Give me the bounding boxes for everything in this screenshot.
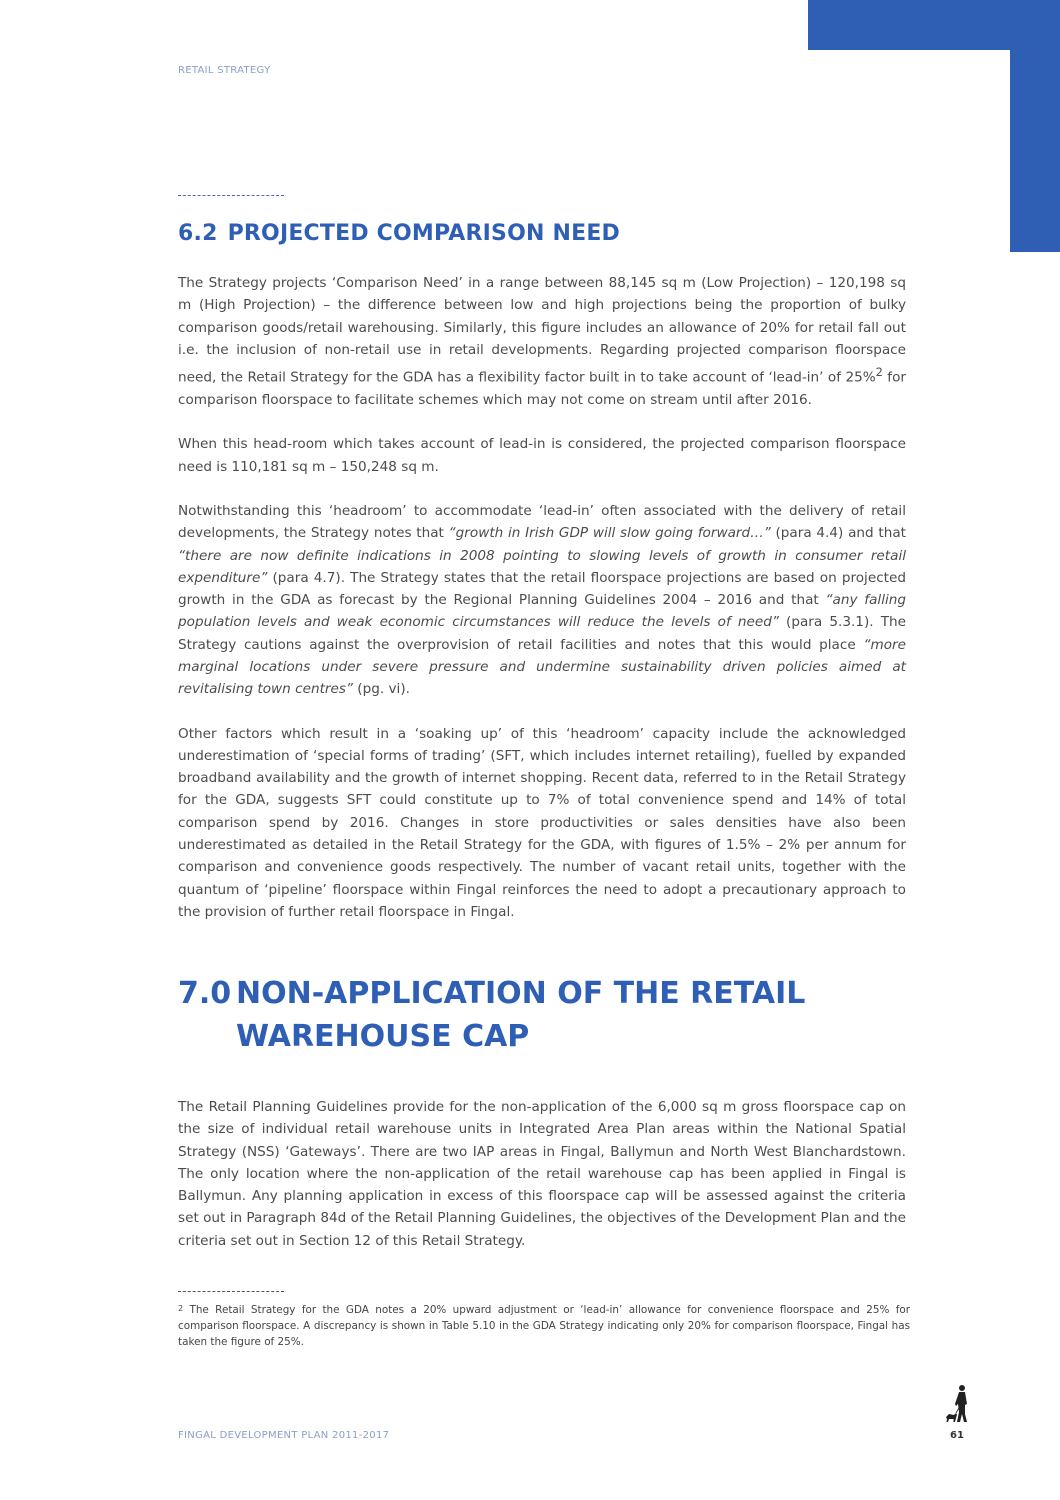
paragraph: Other factors which result in a ‘soaking up’ of this ‘headroom’ capacity include the acknowledged underestimation of ‘special forms of trading’ (SFT, which includes internet retailing), fuelled by expanded broadband availability and the growth of internet shopping. Recent data, referred to in the Retail Strategy for the GDA, suggests SFT could constitute up to 7% of total convenience spend and 14% of total comparison spend by 2016. Changes in store productivities or sales densities have also been underestimated as detailed in the Retail Strategy for the GDA, with figures of 1.5% – 2% per annum for comparison and convenience goods respectively. The number of vacant retail units, together with the quantum of ‘pipeline’ floorspace within Fingal reinforces the need to adopt a precautionary approach to the provision of further retail floorspace in Fingal. (178, 725, 906, 920)
section-title-line-2: WAREHOUSE CAP (236, 1019, 530, 1054)
paragraph (178, 272, 906, 411)
paragraph-text: for comparison floorspace to facilitate schemes which may not come on stream until after 2016. (178, 369, 906, 409)
paragraph-text: (pg. vi). (352, 681, 410, 698)
footer-label: FINGAL DEVELOPMENT PLAN 2011-2017 (178, 1430, 390, 1441)
footnote-ref[interactable]: 2 (875, 365, 883, 380)
paragraph (178, 500, 906, 701)
running-head: RETAIL STRATEGY (178, 65, 271, 76)
paragraph: The Retail Planning Guidelines provide for the non-application of the 6,000 sq m gross floorspace cap on the size of individual retail warehouse units in Integrated Area Plan areas within the National Spatial Strategy (NSS) ‘Gateways’. There are two IAP areas in Fingal, Ballymun and North West Blanchardstown. The only location where the non-application of the retail warehouse cap has been applied in Fingal is Ballymun. Any planning application in excess of this floorspace cap will be assessed against the criteria set out in Paragraph 84d of the Retail Planning Guidelines, the objectives of the Development Plan and the criteria set out in Section 12 of this Retail Strategy. (178, 1099, 906, 1249)
section-title: PROJECTED COMPARISON NEED (227, 221, 621, 246)
quotation: “there are now definite indications in 2008 pointing to slowing levels of growth in consumer retail expenditure” (178, 547, 906, 586)
section-heading-7-0 (178, 972, 805, 1058)
section-title-line-1: NON-APPLICATION OF THE RETAIL (236, 976, 806, 1011)
paragraph: When this head-room which takes account of lead-in is considered, the projected comparison floorspace need is 110,181 sq m – 150,248 sq m. (178, 436, 906, 475)
quotation: “any falling population levels and weak economic circumstances will reduce the levels of need” (178, 592, 907, 631)
paragraph-text: (para 4.7). The Strategy states that the retail floorspace projections are based on projected growth in the GDA as forecast by the Regional Planning Guidelines 2004 – 2016 and that (178, 569, 906, 609)
section-7-0-body (178, 1096, 906, 1252)
section-number: 7.0 (178, 976, 232, 1011)
section-heading-6-2 (178, 221, 620, 246)
quotation: “more marginal locations under severe pressure and undermine sustainability driven policies aimed at revitalising town centres” (178, 636, 906, 698)
quotation: “growth in Irish GDP will slow going forward…” (448, 525, 771, 542)
section-6-2-body (178, 272, 906, 923)
walking-figure-with-dog-icon (944, 1384, 974, 1424)
page-number: 61 (950, 1430, 964, 1441)
footnote-text: The Retail Strategy for the GDA notes a 20% upward adjustment or ‘lead-in’ allowance for convenience floorspace and 25% for comparison floorspace. A discrepancy is shown in Table 5.10 in the GDA Strategy indicating only 20% for comparison floorspace, Fingal has taken the figure of 25%. (178, 1304, 910, 1348)
paragraph-text: Notwithstanding this ‘headroom’ to accommodate ‘lead-in’ often associated with the delivery of retail developments, the Strategy notes that (178, 502, 906, 542)
footnote-divider (178, 1291, 284, 1292)
paragraph-text: The Strategy projects ‘Comparison Need’ in a range between 88,145 sq m (Low Projection) – 120,198 sq m (High Projection) – the difference between low and high projections being the proportion of bulky comparison goods/retail warehousing. Similarly, this figure includes an allowance of 20% for retail fall out i.e. the inclusion of non-retail use in retail developments. Regarding projected comparison floorspace need, the Retail Strategy for the GDA has a flexibility factor built in to take account of ‘lead-in’ of 25% (178, 275, 906, 386)
footnote-marker: 2 (178, 1304, 184, 1313)
corner-accent-tab (808, 0, 1060, 50)
paragraph-text: (para 5.3.1). The Strategy cautions against the overprovision of retail facilities and notes that this would place (178, 614, 906, 653)
footnote (178, 1301, 910, 1350)
section-divider (178, 195, 284, 196)
section-number: 6.2 (178, 221, 218, 246)
side-accent-bar (1010, 50, 1060, 252)
paragraph-text: (para 4.4) and that (770, 525, 906, 542)
